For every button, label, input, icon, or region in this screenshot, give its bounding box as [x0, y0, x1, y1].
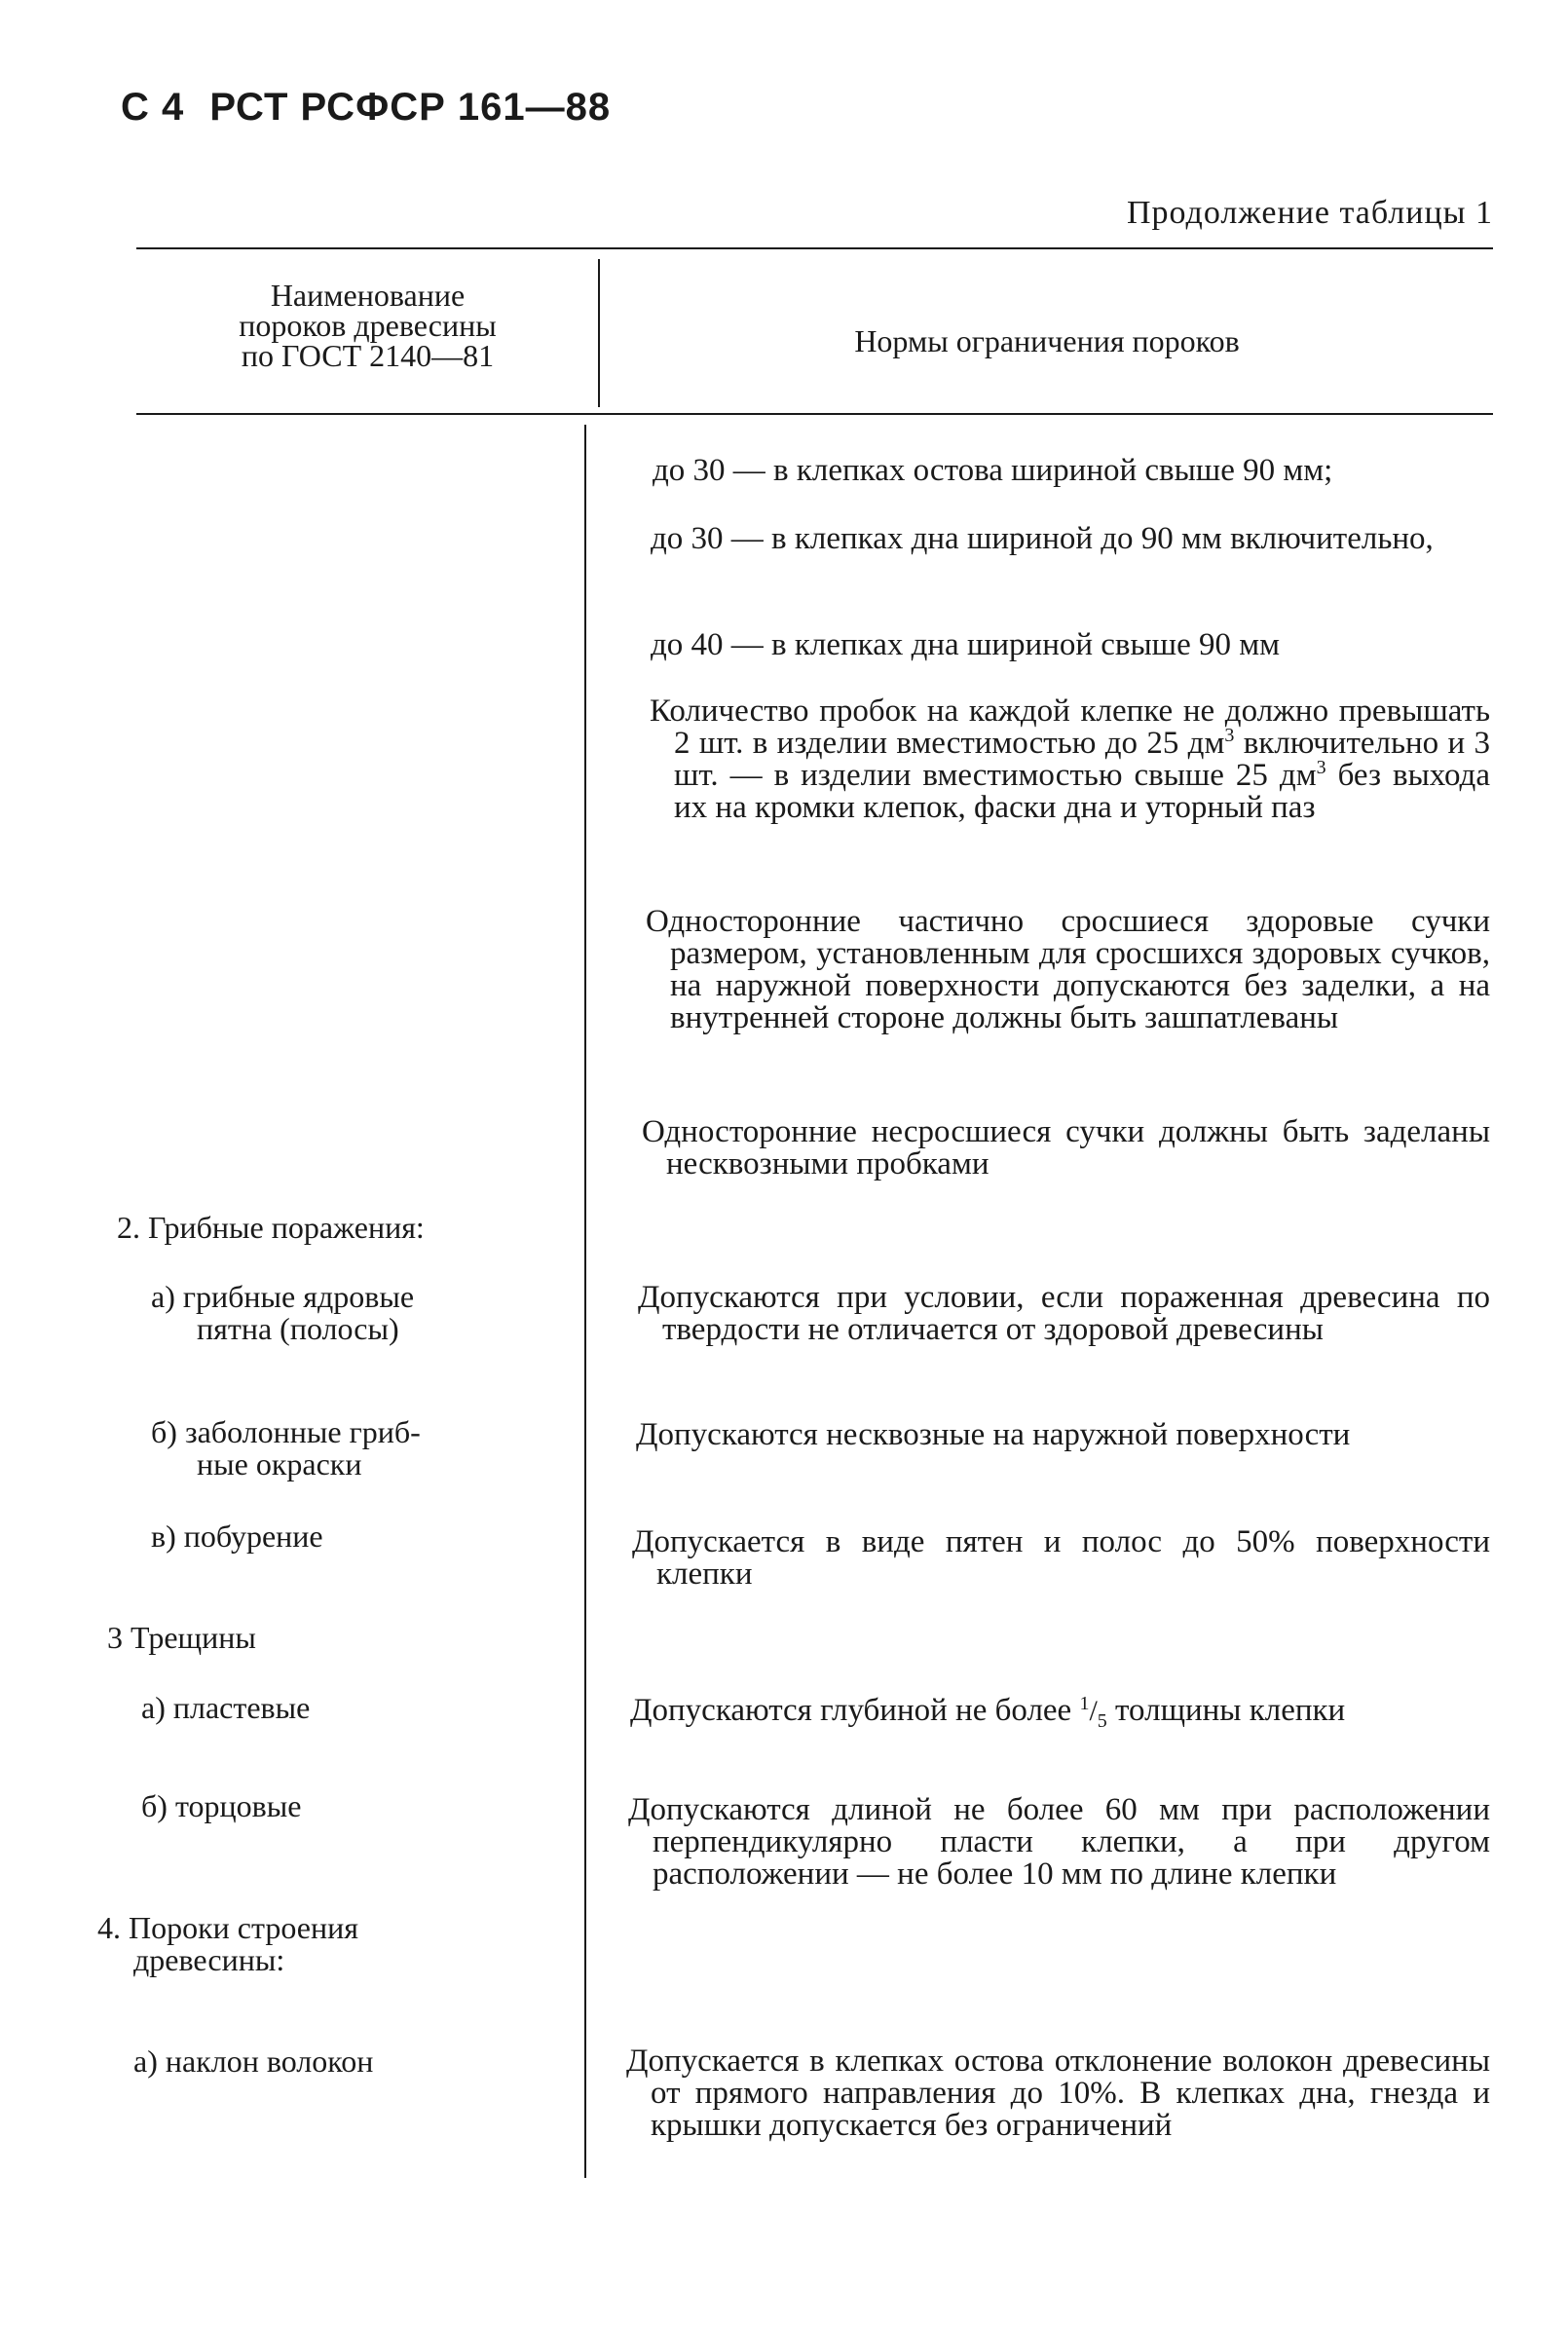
table-header-rule: [136, 413, 1493, 415]
column-header-defect-name: Наименование пороков древесины по ГОСТ 2140—81: [239, 278, 497, 373]
norm-text: Односторонние несросшиеся сучки должны быть заделаны несквозными пробками: [642, 1114, 1490, 1181]
page-number: С 4: [121, 86, 185, 129]
table-continuation-caption: Продолжение таблицы 1: [1126, 195, 1493, 231]
table-top-rule: [136, 247, 1493, 249]
norm-text: Допускаются при условии, если пораженная древесина по твердости не отличается от здоровой древесины: [638, 1280, 1490, 1347]
defect-fungal-heart-stains: а) грибные ядровые пятна (полосы): [151, 1279, 415, 1346]
defect-browning: в) побурение: [151, 1519, 323, 1554]
norm-text: Односторонние частично сросшиеся здоровые сучки размером, установленным для сросшихся здоровых сучков, на наружной поверхности допускаются без заделки, а на внутренней стороне должны быть зашпатлеваны: [646, 904, 1490, 1035]
page-header: [121, 86, 624, 130]
norm-text-face-cracks: Допускаются глубиной не более $^1/_5$ толщины клепки: [630, 1693, 1346, 1732]
norm-text: до 30 — в клепках остова шириной свыше 90 мм;: [653, 453, 1333, 488]
defect-end-cracks: б) торцовые: [141, 1788, 302, 1823]
standard-number: РСТ РСФСР 161—88: [209, 86, 612, 129]
defect-face-cracks: а) пластевые: [141, 1690, 311, 1725]
norm-text: Допускается в виде пятен и полос до 50% поверхности клепки: [632, 1524, 1490, 1592]
norm-text: Допускаются длиной не более 60 мм при расположении перпендикулярно пласти клепки, а при другом расположении — не более 10 мм по длине клепки: [628, 1792, 1490, 1892]
defect-grain-slope: а) наклон волокон: [133, 2044, 374, 2079]
defect-group-wood-structure: 4. Пороки строения древесины:: [97, 1910, 358, 1977]
column-header-norms: Нормы ограничения пороков: [854, 323, 1240, 358]
norm-text: Допускаются несквозные на наружной поверхности: [636, 1417, 1351, 1452]
body-column-divider: [584, 425, 586, 2178]
norm-text-plugs: Количество пробок на каждой клепке не должно превышать 2 шт. в изделии вместимостью до 25 $дм^3$ включительно и 3 шт. — в изделии вместимостью свыше 25 $дм^3$ без выхода их на кромки клепок, фаски дна и уторный паз: [650, 694, 1491, 825]
defect-sapwood-stains: б) заболонные гриб- ные окраски: [151, 1414, 421, 1481]
defect-group-cracks: 3 Трещины: [107, 1620, 256, 1655]
fraction-one-fifth: $^1/_5$: [1079, 1693, 1107, 1732]
norm-text: Допускается в клепках остова отклонение волокон древесины от прямого направления до 10%. В клепках дна, гнезда и крышки допускается без ограничений: [626, 2044, 1490, 2143]
defect-group-fungal: 2. Грибные поражения:: [117, 1210, 425, 1245]
norm-text: до 40 — в клепках дна шириной свыше 90 мм: [651, 627, 1280, 662]
norm-text: до 30 — в клепках дна шириной до 90 мм включительно,: [651, 521, 1434, 556]
